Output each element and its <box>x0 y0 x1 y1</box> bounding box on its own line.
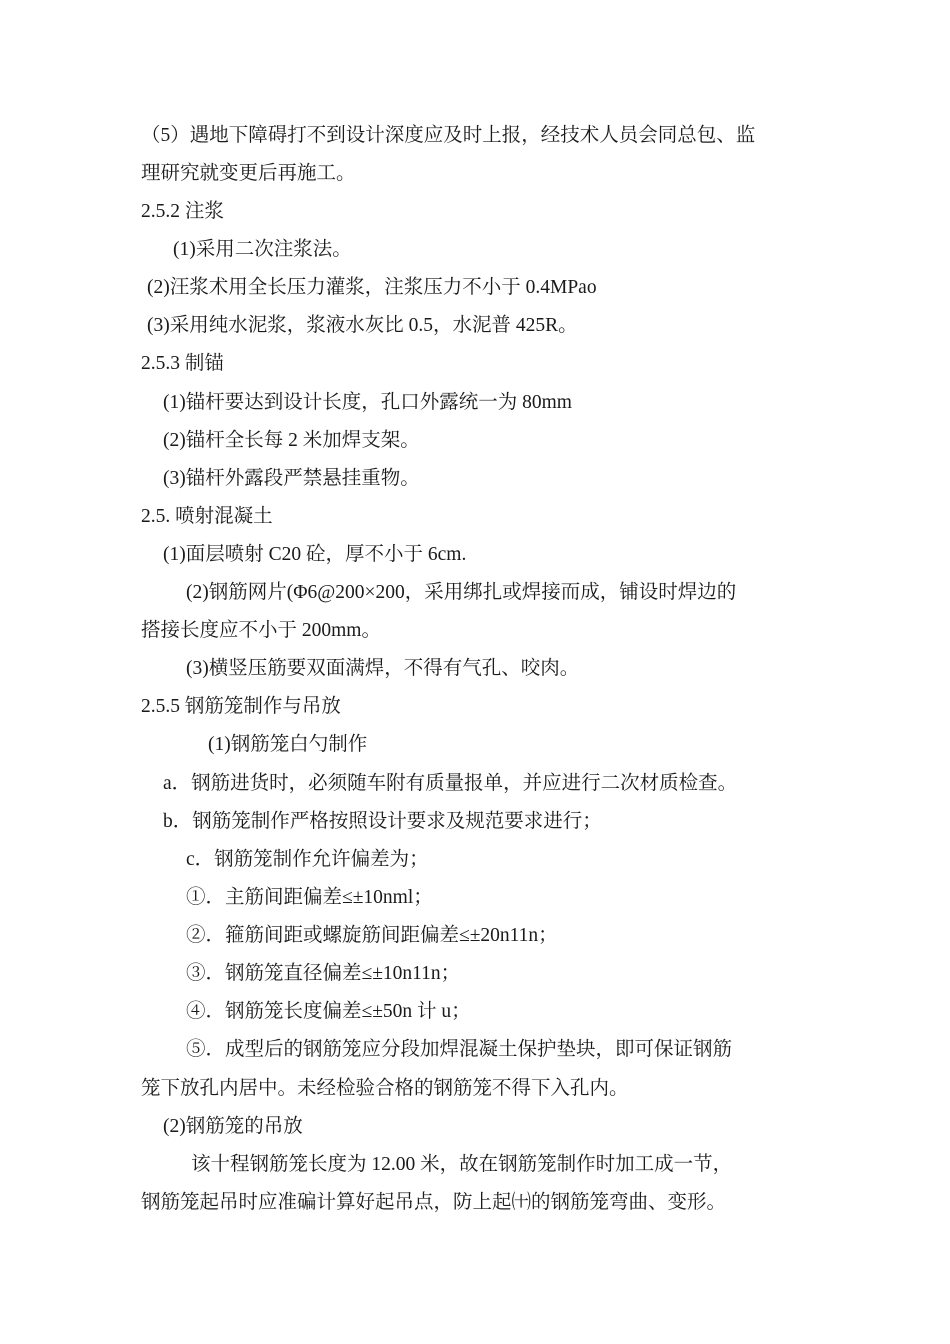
text-line-13: (2)钢筋网片(Φ6@200×200，采用绑扎或焊接而成，铺设时焊边的 <box>186 582 737 603</box>
text-line-15: (3)横竖压筋要双面满焊，不得有气孔、咬肉。 <box>186 658 580 679</box>
text-line-21: ①．主筋间距偏差≤±10nml； <box>186 887 433 908</box>
text-line-22: ②．箍筋间距或螺旋筋间距偏差≤±20n11n； <box>186 925 558 946</box>
text-line-25: ⑤．成型后的钢筋笼应分段加焊混凝土保护垫块，即可保证钢筋 <box>186 1039 733 1060</box>
text-line-24: ④．钢筋笼长度偏差≤±50n 计 u； <box>186 1001 471 1022</box>
text-line-29: 钢筋笼起吊时应准碥计算好起吊点，防上起㈩的钢筋笼弯曲、变形。 <box>141 1192 727 1213</box>
section-heading-2-5-3: 2.5.3 制锚 <box>141 353 224 374</box>
text-line-18: a．钢筋进货时，必须随车附有质量报单，并应进行二次材质检查。 <box>163 773 738 794</box>
text-line-5: (2)汪浆术用全长压力灌浆，注浆压力不小于 0.4MPao <box>147 277 597 298</box>
text-line-26: 笼下放孔内居中。未经检验合格的钢筋笼不得下入孔内。 <box>141 1078 629 1099</box>
text-line-17: (1)钢筋笼白勺制作 <box>208 734 368 755</box>
text-line-10: (3)锚杆外露段严禁悬挂重物。 <box>163 468 420 489</box>
text-line-14: 搭接长度应不小于 200mm。 <box>141 620 381 641</box>
text-line-28: 该十程钢筋笼长度为 12.00 米，故在钢筋笼制作时加工成一节， <box>191 1154 733 1175</box>
section-heading-2-5-4: 2.5. 喷射混凝土 <box>141 506 273 527</box>
text-line-9: (2)锚杆全长每 2 米加焊支架。 <box>163 430 420 451</box>
text-line-8: (1)锚杆要达到设计长度，孔口外露统一为 80mm <box>163 392 572 413</box>
text-line-1: （5）遇地下障碍打不到设计深度应及时上报，经技术人员会同总包、监 <box>141 125 756 146</box>
section-heading-2-5-2: 2.5.2 注浆 <box>141 201 224 222</box>
text-line-6: (3)采用纯水泥浆，浆液水灰比 0.5，水泥普 425R。 <box>147 315 578 336</box>
text-line-12: (1)面层喷射 C20 砼，厚不小于 6cm. <box>163 544 467 565</box>
text-line-19: b．钢筋笼制作严格按照设计要求及规范要求进行； <box>163 811 602 832</box>
section-heading-2-5-5: 2.5.5 钢筋笼制作与吊放 <box>141 696 341 717</box>
text-line-27: (2)钢筋笼的吊放 <box>163 1116 303 1137</box>
text-line-20: c．钢筋笼制作允许偏差为； <box>186 849 429 870</box>
text-line-4: (1)采用二次注浆法。 <box>173 239 352 260</box>
text-line-2: 理研究就变更后再施工。 <box>141 163 356 184</box>
text-line-23: ③．钢筋笼直径偏差≤±10n11n； <box>186 963 461 984</box>
